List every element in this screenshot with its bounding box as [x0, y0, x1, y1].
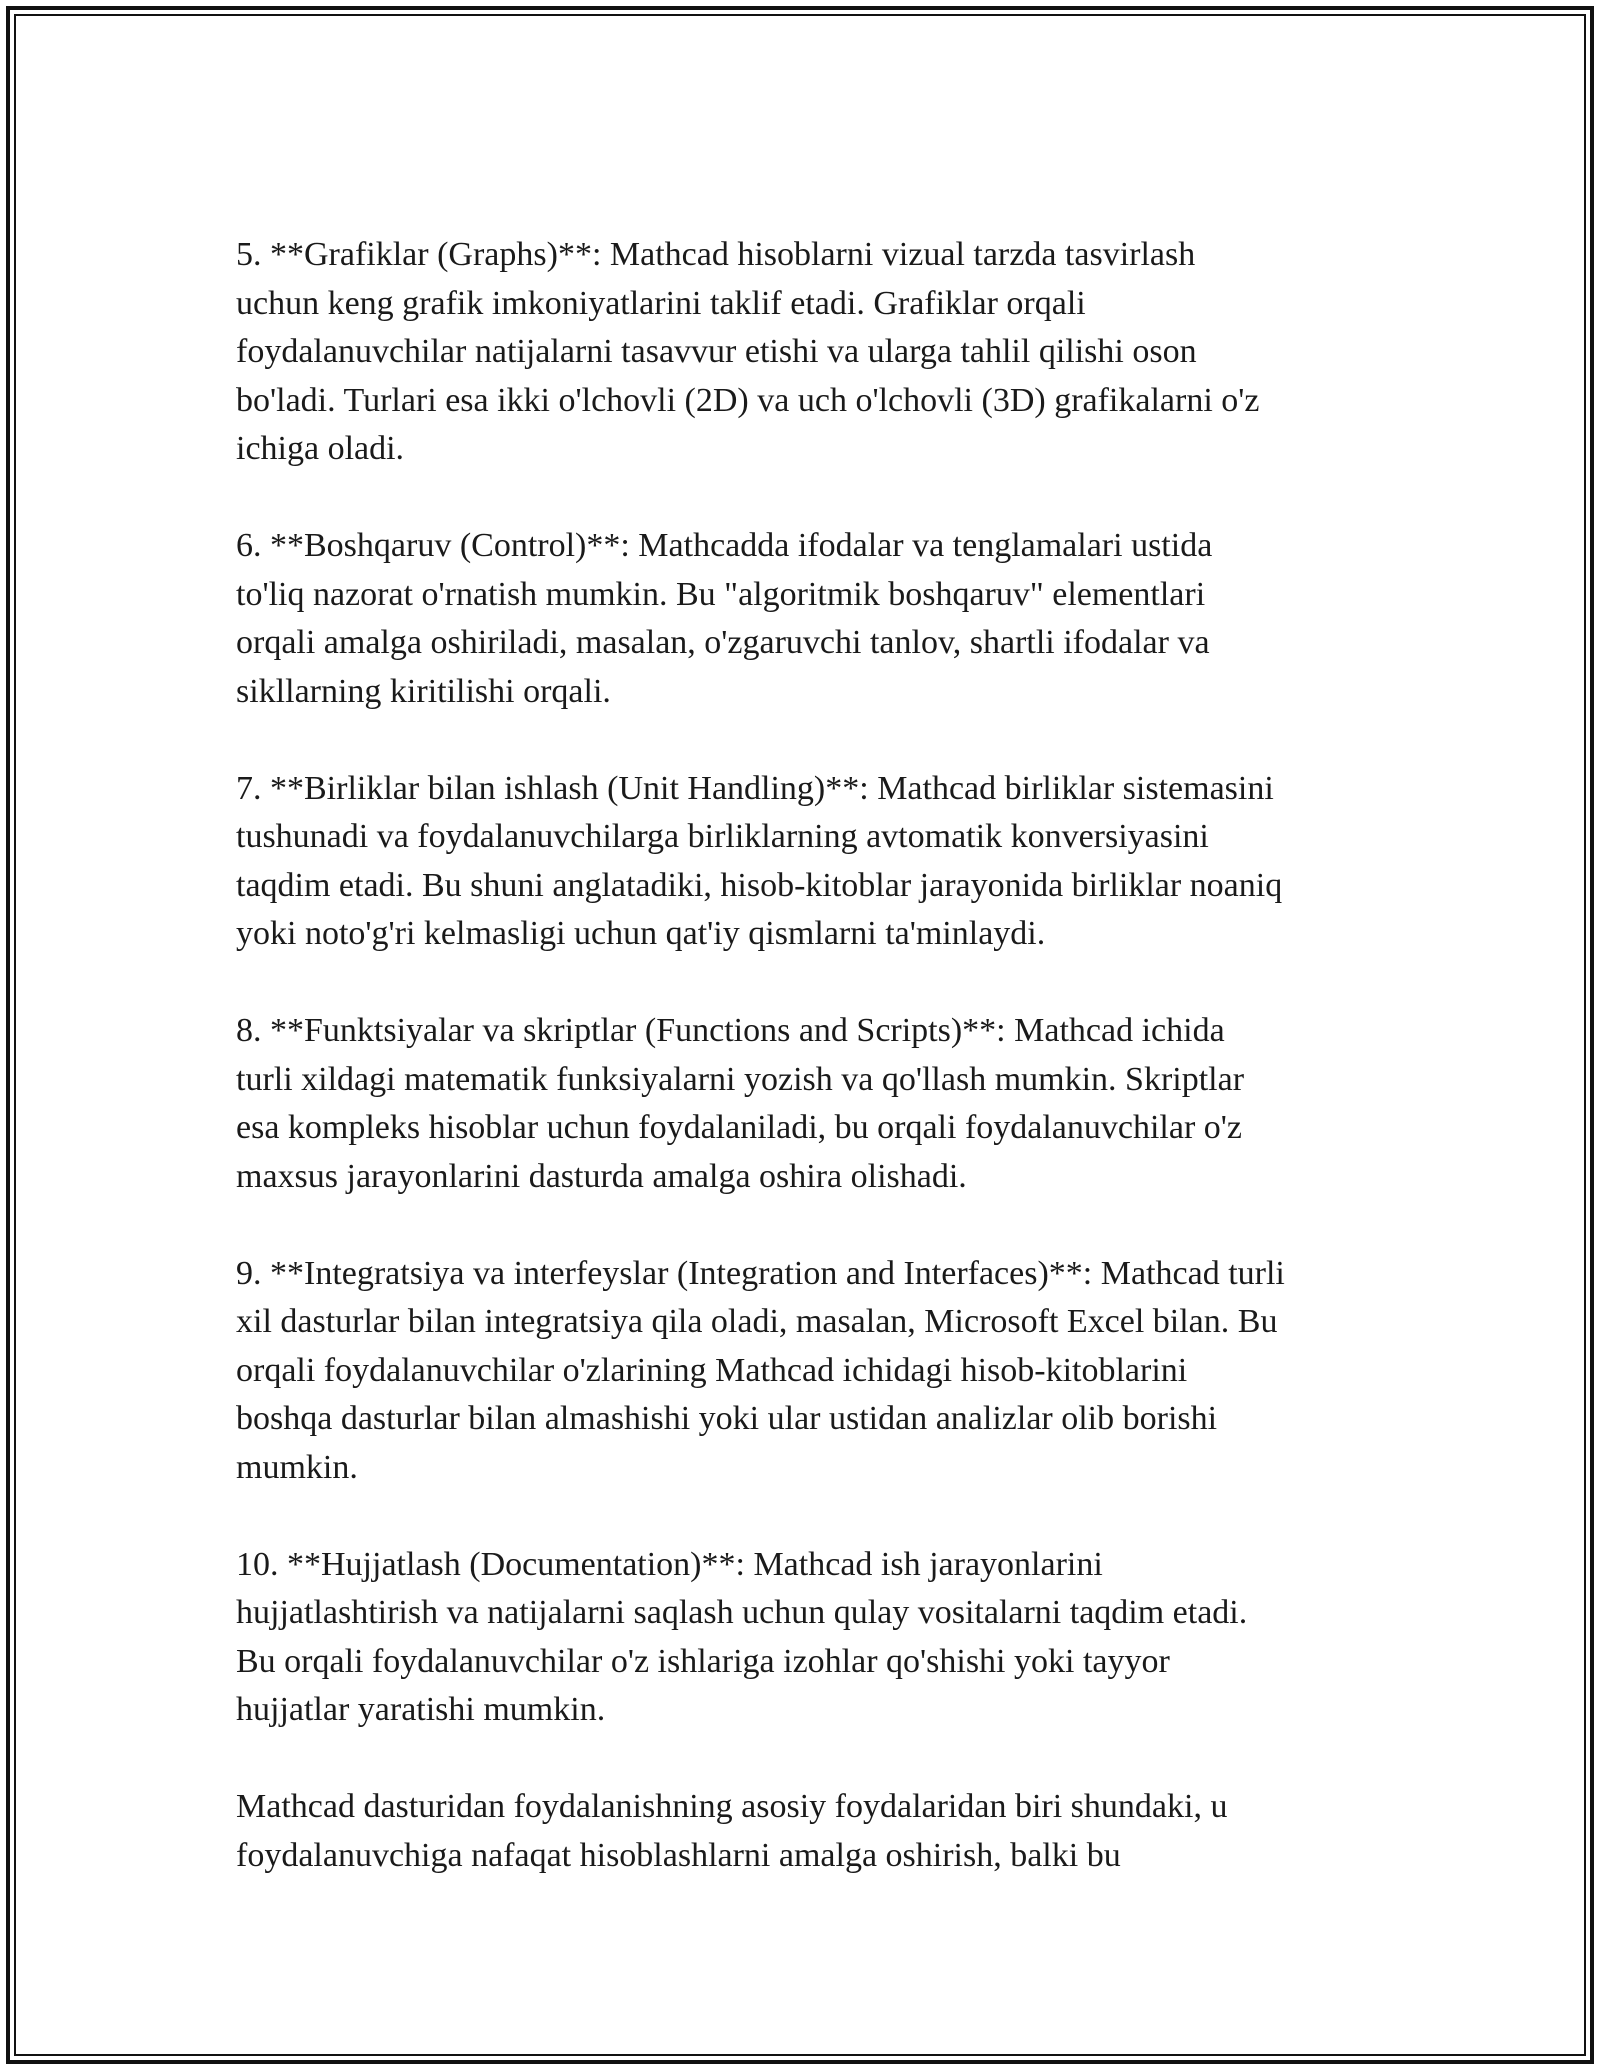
- text-line: 5. **Grafiklar (Graphs)**: Mathcad hisoblarni vizual tarzda tasvirlash: [236, 236, 1196, 273]
- text-line: yoki noto'g'ri kelmasligi uchun qat'iy qismlarni ta'minlaydi.: [236, 915, 1046, 952]
- text-line: bo'ladi. Turlari esa ikki o'lchovli (2D) va uch o'lchovli (3D) grafikalarni o'z: [236, 381, 1260, 419]
- text-line: hujjatlashtirish va natijalarni saqlash uchun qulay vositalarni taqdim etadi.: [236, 1594, 1248, 1631]
- text-line: 9. **Integratsiya va interfeyslar (Integration and Interfaces)**: Mathcad turli: [236, 1254, 1285, 1292]
- paragraph-conclusion: [236, 1783, 1376, 1880]
- text-line: foydalanuvchiga nafaqat hisoblashlarni amalga oshirish, balki bu: [236, 1836, 1121, 1874]
- paragraph-unit-handling: [236, 765, 1376, 959]
- paragraph-integration: [236, 1250, 1376, 1493]
- text-line: uchun keng grafik imkoniyatlarini taklif etadi. Grafiklar orqali: [236, 284, 1086, 322]
- text-line: esa kompleks hisoblar uchun foydalaniladi, bu orqali foydalanuvchilar o'z: [236, 1109, 1243, 1146]
- paragraph-functions-scripts: [236, 1007, 1376, 1201]
- text-line: xil dasturlar bilan integratsiya qila oladi, masalan, Microsoft Excel bilan. Bu: [236, 1303, 1278, 1340]
- text-line: to'liq nazorat o'rnatish mumkin. Bu "algoritmik boshqaruv" elementlari: [236, 575, 1206, 613]
- paragraph-documentation: [236, 1541, 1376, 1735]
- text-line: Bu orqali foydalanuvchilar o'z ishlariga izohlar qo'shishi yoki tayyor: [236, 1642, 1170, 1680]
- text-line: 6. **Boshqaruv (Control)**: Mathcadda ifodalar va tenglamalari ustida: [236, 527, 1213, 564]
- text-line: orqali amalga oshiriladi, masalan, o'zgaruvchi tanlov, shartli ifodalar va: [236, 624, 1210, 661]
- text-line: tushunadi va foydalanuvchilarga birliklarning avtomatik konversiyasini: [236, 818, 1209, 855]
- text-line: 7. **Birliklar bilan ishlash (Unit Handling)**: Mathcad birliklar sistemasini: [236, 769, 1274, 807]
- document-body: [236, 231, 1376, 1929]
- paragraph-graphs: [236, 231, 1376, 474]
- text-line: sikllarning kiritilishi orqali.: [236, 672, 611, 710]
- text-line: mumkin.: [236, 1448, 358, 1486]
- paragraph-control: [236, 522, 1376, 716]
- text-line: taqdim etadi. Bu shuni anglatadiki, hisob-kitoblar jarayonida birliklar noaniq: [236, 866, 1283, 904]
- text-line: 10. **Hujjatlash (Documentation)**: Mathcad ish jarayonlarini: [236, 1545, 1103, 1583]
- text-line: turli xildagi matematik funksiyalarni yozish va qo'llash mumkin. Skriptlar: [236, 1060, 1245, 1098]
- text-line: orqali foydalanuvchilar o'zlarining Mathcad ichidagi hisob-kitoblarini: [236, 1351, 1188, 1389]
- text-line: maxsus jarayonlarini dasturda amalga oshira olishadi.: [236, 1157, 967, 1195]
- text-line: boshqa dasturlar bilan almashishi yoki ular ustidan analizlar olib borishi: [236, 1400, 1218, 1437]
- text-line: hujjatlar yaratishi mumkin.: [236, 1691, 606, 1728]
- text-line: ichiga oladi.: [236, 430, 405, 467]
- text-line: Mathcad dasturidan foydalanishning asosiy foydalaridan biri shundaki, u: [236, 1788, 1228, 1825]
- text-line: 8. **Funktsiyalar va skriptlar (Functions and Scripts)**: Mathcad ichida: [236, 1012, 1225, 1049]
- text-line: foydalanuvchilar natijalarni tasavvur etishi va ularga tahlil qilishi oson: [236, 333, 1197, 370]
